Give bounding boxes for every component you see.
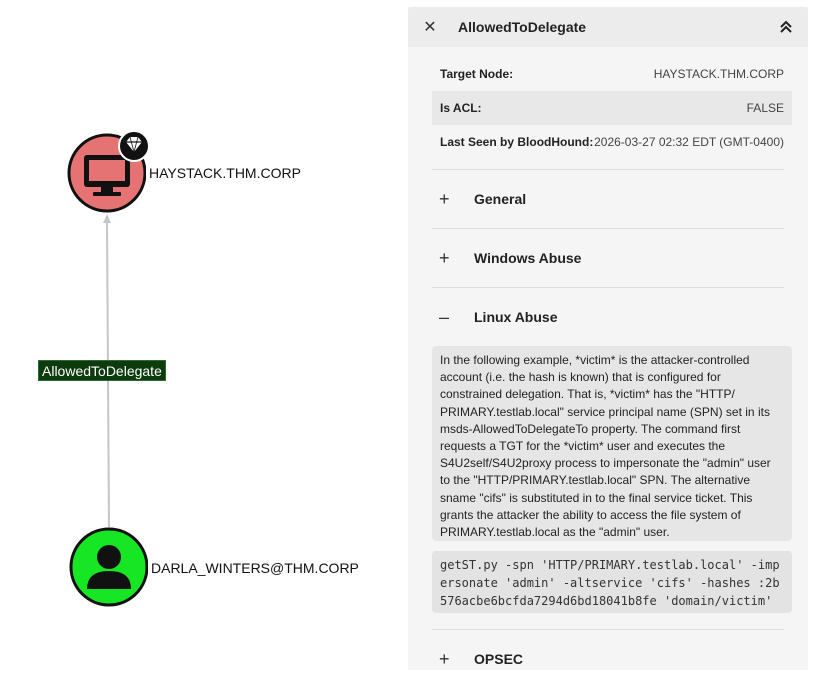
property-row — [432, 125, 792, 159]
expand-icon: + — [439, 247, 450, 268]
property-key: Target Node: — [440, 67, 514, 81]
collapse-icon: – — [439, 306, 450, 327]
source-node-label[interactable]: DARLA_WINTERS@THM.CORP — [148, 560, 362, 576]
property-value: 2026-03-27 02:32 EDT (GMT-0400) — [594, 135, 784, 149]
section-opsec[interactable] — [432, 629, 784, 670]
edge-label[interactable]: AllowedToDelegate — [38, 360, 166, 381]
panel-title: AllowedToDelegate — [458, 19, 587, 35]
section-label: Linux Abuse — [474, 309, 558, 325]
property-row — [432, 91, 792, 125]
section-linux-abuse[interactable] — [432, 287, 784, 346]
section-label: Windows Abuse — [474, 250, 582, 266]
expand-icon: + — [439, 648, 450, 669]
property-value: HAYSTACK.THM.CORP — [653, 67, 784, 81]
property-key: Is ACL: — [440, 101, 482, 115]
section-windows-abuse[interactable] — [432, 228, 784, 287]
gem-icon — [119, 131, 149, 161]
properties-table — [432, 57, 792, 159]
property-key: Last Seen by BloodHound: — [440, 135, 594, 149]
double-chevron-up-icon[interactable] — [764, 20, 808, 34]
linux-abuse-description: In the following example, *victim* is the attacker-controlled account (i.e. the hash is known) that is configured for constrained delegation. That is, *victim* has the "HTTP/ PRIMARY.testlab.local" service principal name (SPN) set in its msds-AllowedToDelegateTo property. The command first requests a TGT for the *victim* user and executes the S4U2self/S4U2proxy process to impersonate the "admin" user to the "HTTP/PRIMARY.testlab.local" SPN. The alternative sname "cifs" is substituted in to the final service ticket. This grants the attacker the ability to access the file system of PRIMARY.testlab.local as the "admin" user. — [432, 346, 792, 541]
target-node-label[interactable]: HAYSTACK.THM.CORP — [146, 165, 304, 181]
section-general[interactable] — [432, 169, 784, 228]
close-icon[interactable]: ✕ — [423, 19, 437, 36]
section-label: General — [474, 191, 527, 207]
expand-icon: + — [439, 188, 450, 209]
edge-arrowhead — [103, 214, 111, 223]
source-node[interactable] — [71, 529, 147, 605]
section-label: OPSEC — [474, 651, 524, 667]
panel-header — [408, 7, 808, 47]
target-node[interactable] — [69, 131, 149, 211]
property-value: FALSE — [746, 101, 784, 115]
linux-abuse-code[interactable]: getST.py -spn 'HTTP/PRIMARY.testlab.local' -impersonate 'admin' -altservice 'cifs' -hashes :2b576acbe6bcfda7294d6bd18041b8fe 'domain/victim' — [432, 551, 792, 613]
property-row — [432, 57, 792, 91]
edge-info-panel — [408, 7, 808, 670]
graph-canvas[interactable] — [0, 0, 400, 670]
